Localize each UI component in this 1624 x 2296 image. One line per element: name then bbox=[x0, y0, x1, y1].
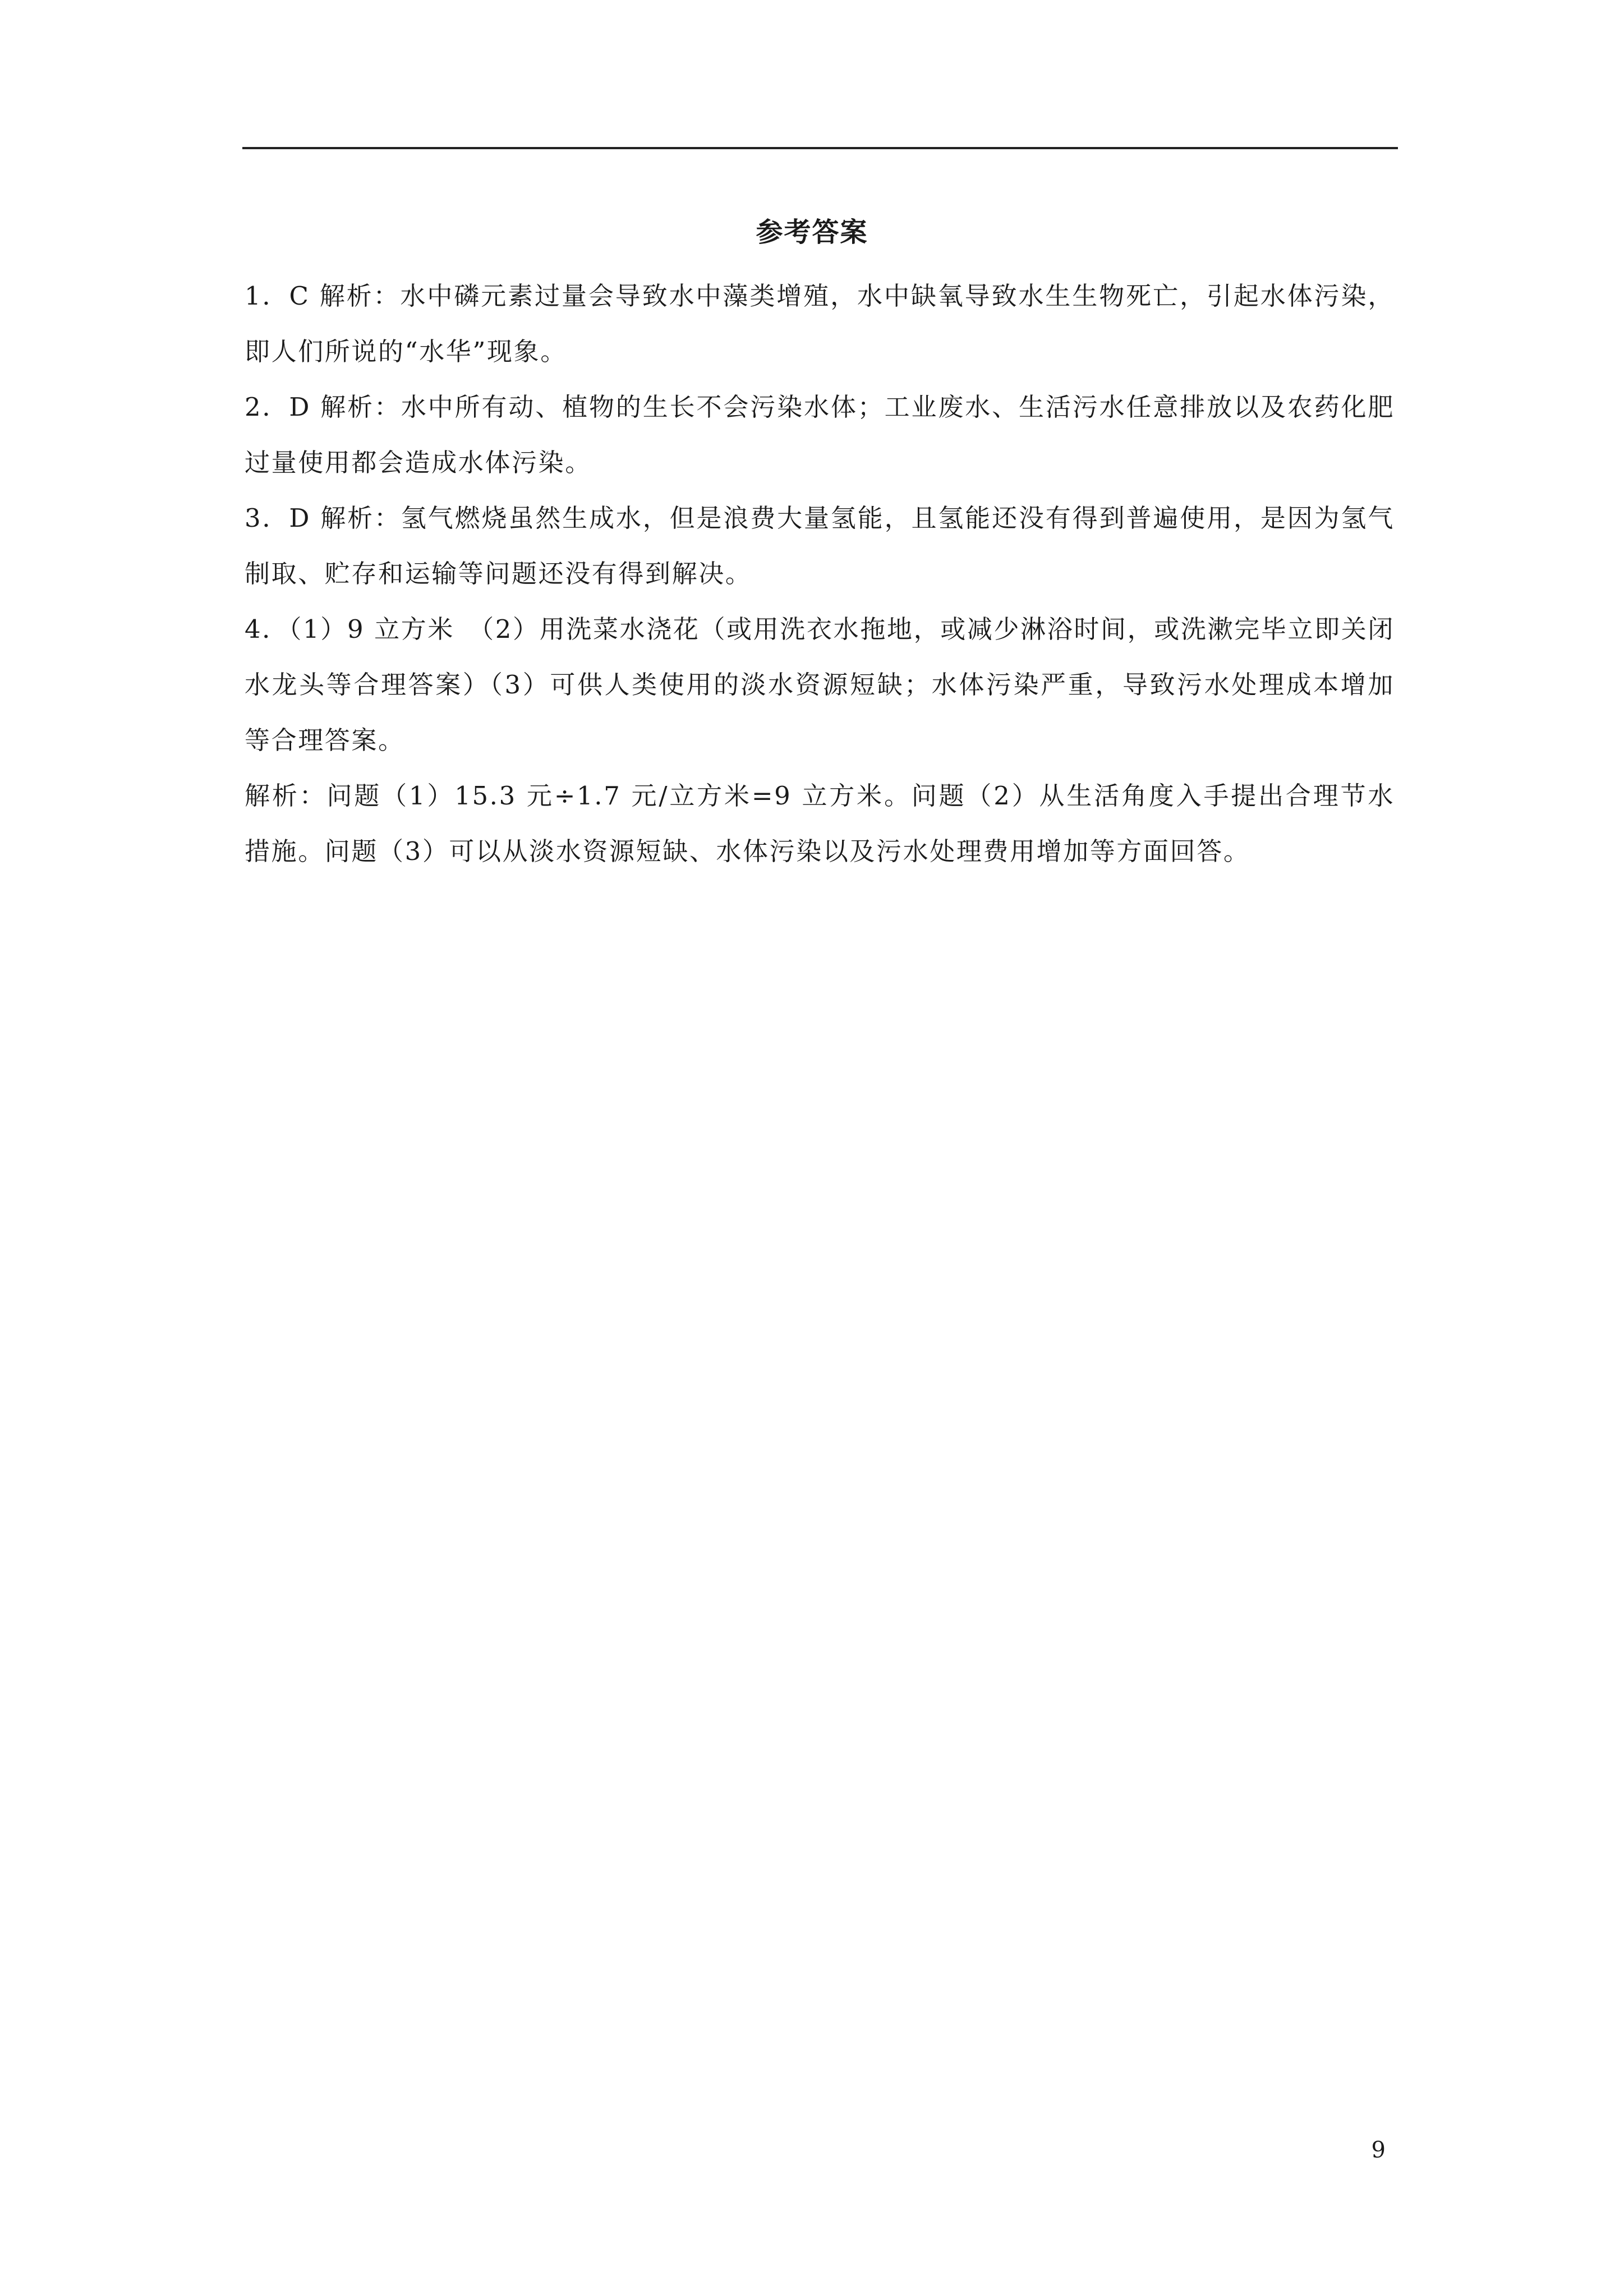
page-title: 参考答案 bbox=[756, 217, 868, 248]
answer-paragraph-4: 4．（1）9 立方米 （2）用洗菜水浇花（或用洗衣水拖地，或减少淋浴时间，或洗漱完毕立即关闭水龙头等合理答案）（3）可供人类使用的淡水资源短缺；水体污染严重，导致污水处理成本增加等合理答案。 bbox=[245, 614, 1395, 755]
header-rule bbox=[242, 147, 1398, 149]
answer-paragraph-3: 3．D 解析：氢气燃烧虽然生成水，但是浪费大量氢能，且氢能还没有得到普遍使用，是因为氢气制取、贮存和运输等问题还没有得到解决。 bbox=[245, 503, 1395, 588]
page-number: 9 bbox=[1371, 2137, 1386, 2163]
analysis-paragraph: 解析：问题（1）15.3 元÷1.7 元/立方米=9 立方米。问题（2）从生活角度入手提出合理节水措施。问题（3）可以从淡水资源短缺、水体污染以及污水处理费用增加等方面回答。 bbox=[245, 781, 1395, 866]
answer-content bbox=[245, 268, 1395, 879]
answer-paragraph-2: 2．D 解析：水中所有动、植物的生长不会污染水体；工业废水、生活污水任意排放以及农药化肥过量使用都会造成水体污染。 bbox=[245, 392, 1395, 477]
answer-paragraph-1: 1．C 解析：水中磷元素过量会导致水中藻类增殖，水中缺氧导致水生生物死亡，引起水体污染，即人们所说的“水华”现象。 bbox=[245, 281, 1395, 366]
